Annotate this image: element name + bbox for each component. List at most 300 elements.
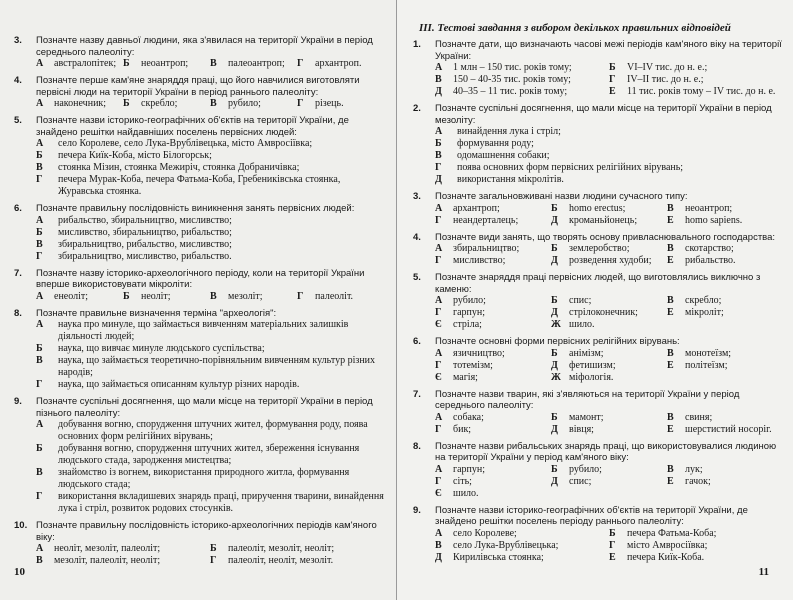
option-letter: А: [435, 202, 443, 214]
answer-option: [435, 243, 551, 255]
option-letter: В: [435, 74, 442, 85]
answer-options: [36, 319, 384, 391]
option-text: поява основних форм первісних релігійних вірувань;: [457, 162, 684, 173]
answer-option: [435, 86, 609, 98]
answer-option: [667, 348, 783, 360]
answer-option: [667, 464, 783, 476]
option-text: збиральництво;: [453, 243, 520, 254]
answer-option: [36, 555, 210, 567]
option-letter: В: [667, 243, 674, 254]
option-text: архантроп;: [453, 202, 500, 214]
option-letter: В: [36, 162, 43, 173]
question-text: Позначте назви історико-географічних об'єктів на території України, де знайдено решітки найдавніших поселень первісних людей:: [36, 115, 349, 138]
answer-option: [609, 62, 783, 74]
option-text: палеоліт, мезоліт, неоліт;: [228, 543, 335, 554]
answer-option: [36, 215, 384, 227]
option-letter: А: [36, 290, 44, 302]
option-text: добування вогню, спорудження штучних жител, збереження існування людського стада, зародження мистецтва;: [58, 443, 360, 466]
answer-row: [36, 58, 384, 70]
option-text: палеоліт.: [315, 290, 354, 302]
option-text: винайдення лука і стріл;: [457, 126, 561, 137]
option-text: анімізм;: [569, 347, 604, 359]
option-letter: В: [435, 539, 442, 551]
option-letter: Є: [435, 371, 442, 383]
question-number: 5.: [14, 115, 22, 126]
question-text: Позначте суспільні досягнення, що мали місце на території України в період пізнього палеоліту:: [36, 396, 373, 419]
question-number: 9.: [413, 504, 421, 516]
option-letter: В: [36, 555, 43, 566]
answer-option: [36, 543, 210, 555]
option-text: політеїзм;: [685, 359, 728, 371]
answer-options: [435, 348, 783, 384]
question-text: Позначте знаряддя праці первісних людей, що виготовлялись виключно з каменю:: [435, 272, 761, 295]
option-text: гарпун;: [453, 307, 486, 318]
option-text: собака;: [453, 411, 484, 423]
answer-option: [667, 372, 783, 384]
option-text: різець.: [315, 98, 344, 109]
answer-option: [297, 291, 384, 303]
answer-row: [435, 540, 783, 552]
option-letter: Е: [609, 86, 616, 97]
option-text: кроманьйонець;: [569, 214, 638, 226]
option-text: збиральництво, рибальство, мисливство;: [58, 238, 232, 250]
question-number: 8.: [413, 440, 421, 452]
answer-option: [36, 251, 384, 263]
option-letter: Е: [609, 551, 616, 563]
answer-option: [435, 476, 551, 488]
answer-options: [435, 62, 783, 98]
answer-option: [210, 291, 297, 303]
answer-options: [435, 412, 783, 436]
option-text: 150 – 40-35 тис. років тому;: [453, 74, 571, 85]
option-letter: Г: [435, 359, 442, 371]
option-letter: А: [435, 527, 443, 539]
question: [14, 35, 384, 58]
option-text: печера Фатьма-Коба;: [627, 527, 717, 539]
option-letter: Г: [36, 174, 43, 185]
option-letter: Д: [551, 423, 558, 435]
option-letter: Г: [435, 423, 442, 435]
question-number: 1.: [413, 39, 421, 50]
option-text: печера Киїк-Коба, місто Білогорськ;: [58, 150, 212, 161]
answer-option: [551, 319, 667, 331]
question: [14, 308, 384, 320]
option-letter: Г: [297, 98, 304, 109]
option-letter: Б: [551, 411, 558, 423]
option-text: шило.: [569, 319, 595, 330]
answer-option: [435, 552, 609, 564]
option-letter: Б: [551, 295, 558, 306]
answer-row: [435, 360, 783, 372]
option-text: мамонт;: [569, 411, 604, 423]
answer-option: [667, 243, 783, 255]
option-letter: Ж: [551, 319, 561, 330]
question: [413, 505, 783, 528]
answer-row: [435, 464, 783, 476]
question-number: 6.: [413, 336, 421, 347]
question-text: Позначте назви історико-географічних об'єктів на території України, де знайдено решітки поселень періоду раннього палеоліту:: [435, 504, 748, 527]
answer-option: [435, 295, 551, 307]
option-letter: А: [435, 62, 443, 73]
answer-option: [435, 126, 783, 138]
option-letter: Д: [551, 475, 558, 487]
answer-row: [435, 476, 783, 488]
question: [413, 232, 783, 244]
option-text: неоантроп;: [685, 202, 733, 214]
option-text: гарпун;: [453, 463, 486, 475]
answer-options: [435, 295, 783, 331]
answer-option: [435, 424, 551, 436]
answer-option: [551, 348, 667, 360]
option-text: бик;: [453, 423, 472, 435]
answer-option: [36, 491, 384, 515]
option-text: стріла;: [453, 319, 482, 330]
option-text: мисливство, збиральництво, рибальство;: [58, 226, 232, 238]
answer-option: [36, 319, 384, 343]
answer-option: [36, 98, 123, 110]
answer-option: [667, 307, 783, 319]
answer-option: [435, 62, 609, 74]
option-letter: Г: [297, 290, 304, 302]
option-letter: Е: [667, 307, 674, 318]
option-letter: Г: [435, 475, 442, 487]
option-letter: А: [36, 138, 44, 149]
answer-option: [667, 476, 783, 488]
answer-option: [667, 319, 783, 331]
question-number: 9.: [14, 396, 22, 407]
question-text: Позначте основні форми первісних релігійних вірувань:: [435, 336, 680, 347]
answer-option: [551, 255, 667, 267]
option-text: homo erectus;: [569, 202, 626, 214]
left-page: [0, 0, 396, 600]
answer-option: [123, 291, 210, 303]
right-questions: [413, 39, 783, 564]
option-text: формування роду;: [457, 138, 534, 149]
answer-option: [551, 295, 667, 307]
answer-option: [551, 203, 667, 215]
question: [14, 115, 384, 138]
option-letter: Г: [609, 539, 616, 551]
answer-options: [36, 58, 384, 70]
option-letter: В: [667, 411, 674, 423]
question: [14, 203, 384, 215]
option-text: 11 тис. років тому – IV тис. до н. е.: [627, 86, 776, 97]
answer-option: [210, 543, 384, 555]
answer-option: [551, 307, 667, 319]
answer-option: [210, 555, 384, 567]
answer-option: [210, 58, 297, 70]
answer-options: [36, 543, 384, 567]
question-number: 8.: [14, 307, 22, 319]
answer-row: [435, 255, 783, 267]
section-title: III. Тестові завдання з вибором декількох правильних відповідей: [419, 22, 731, 34]
option-text: печера Киїк-Коба.: [627, 551, 705, 563]
answer-row: [435, 552, 783, 564]
answer-option: [551, 372, 667, 384]
option-letter: А: [36, 58, 44, 69]
option-text: скотарство;: [685, 243, 734, 254]
answer-option: [551, 424, 667, 436]
answer-option: [435, 360, 551, 372]
answer-option: [667, 295, 783, 307]
option-letter: Д: [551, 255, 558, 266]
option-letter: Б: [123, 58, 130, 69]
option-text: рубило;: [453, 295, 486, 306]
answer-option: [667, 360, 783, 372]
answer-options: [435, 243, 783, 267]
question: [14, 268, 384, 291]
option-text: VI–IV тис. до н. е.;: [627, 62, 708, 73]
answer-option: [435, 74, 609, 86]
option-text: наконечник;: [54, 98, 107, 109]
option-letter: В: [210, 98, 217, 109]
answer-options: [36, 98, 384, 110]
answer-option: [667, 203, 783, 215]
answer-option: [36, 162, 384, 174]
option-letter: Г: [36, 379, 43, 390]
answer-option: [551, 464, 667, 476]
option-text: село Королеве;: [453, 527, 517, 539]
page-number-right: 11: [758, 566, 769, 578]
question-text: Позначте назви тварин, які з'являються на території України у період середнього палеоліту:: [435, 388, 740, 411]
option-letter: А: [36, 214, 44, 226]
option-text: знайомство із вогнем, використання природного житла, формування людського стада;: [58, 467, 350, 490]
option-text: свиня;: [685, 411, 713, 423]
option-text: тотемізм;: [453, 359, 493, 371]
answer-option: [435, 162, 783, 174]
option-text: архантроп.: [315, 58, 362, 69]
answer-option: [435, 138, 783, 150]
answer-row: [435, 372, 783, 384]
option-letter: Е: [667, 255, 674, 266]
question-number: 2.: [413, 103, 421, 114]
option-text: вівця;: [569, 423, 594, 435]
option-letter: А: [36, 419, 44, 430]
question-number: 4.: [413, 231, 421, 243]
answer-option: [36, 443, 384, 467]
question: [413, 191, 783, 203]
option-letter: А: [435, 463, 443, 475]
question-number: 3.: [413, 191, 421, 202]
question-number: 10.: [14, 520, 28, 531]
answer-options: [36, 419, 384, 515]
option-letter: Г: [36, 250, 43, 262]
option-text: одомашнення собаки;: [457, 150, 550, 161]
option-letter: В: [667, 347, 674, 359]
option-text: мікроліт;: [685, 307, 724, 318]
answer-options: [435, 464, 783, 500]
option-letter: Б: [551, 202, 558, 214]
option-letter: В: [210, 58, 217, 69]
option-text: мисливство;: [453, 255, 506, 266]
option-letter: А: [435, 243, 443, 254]
option-letter: Б: [36, 343, 43, 354]
option-text: спис;: [569, 475, 592, 487]
option-text: homo sapiens.: [685, 214, 743, 226]
answer-option: [435, 540, 609, 552]
answer-row: [435, 215, 783, 227]
option-text: мезоліт;: [228, 290, 263, 302]
option-text: енеоліт;: [54, 290, 89, 302]
answer-option: [435, 203, 551, 215]
answer-row: [435, 412, 783, 424]
answer-option: [36, 58, 123, 70]
option-letter: Г: [435, 162, 442, 173]
option-letter: Д: [551, 359, 558, 371]
answer-option: [551, 488, 667, 500]
answer-option: [551, 412, 667, 424]
option-text: гачок;: [685, 475, 711, 487]
answer-row: [435, 295, 783, 307]
option-letter: Б: [551, 463, 558, 475]
left-questions: [14, 35, 384, 567]
page-number-left: 10: [14, 566, 25, 578]
option-text: використання мікролітів.: [457, 174, 564, 185]
question-text: Позначте правильне визначення терміна "археологія":: [36, 307, 277, 319]
answer-options: [36, 215, 384, 263]
question-text: Позначте загальновживані назви людини сучасного типу:: [435, 191, 688, 202]
question: [14, 75, 384, 98]
option-text: скребло;: [685, 295, 722, 306]
question: [413, 336, 783, 348]
answer-option: [36, 174, 384, 198]
option-letter: Д: [435, 174, 442, 185]
option-letter: Б: [36, 226, 43, 238]
option-text: добування вогню, спорудження штучних жител, формування роду, поява основних форм релігійних вірувань;: [58, 419, 368, 442]
option-text: неоліт, мезоліт, палеоліт;: [54, 543, 161, 554]
option-letter: А: [435, 295, 443, 306]
answer-options: [36, 291, 384, 303]
option-letter: В: [435, 150, 442, 161]
answer-option: [297, 58, 384, 70]
option-text: монотеїзм;: [685, 347, 732, 359]
option-letter: А: [435, 411, 443, 423]
option-text: Кирилівська стоянка;: [453, 551, 544, 563]
answer-option: [435, 255, 551, 267]
option-letter: Г: [210, 555, 217, 566]
answer-row: [435, 528, 783, 540]
question-number: 4.: [14, 75, 22, 86]
question: [413, 103, 783, 126]
option-text: неандерталець;: [453, 214, 519, 226]
option-text: рибальство.: [685, 255, 736, 266]
question-number: 7.: [413, 388, 421, 400]
option-letter: Г: [609, 74, 616, 85]
question-text: Позначте види занять, що творять основу привласнювального господарства:: [435, 231, 776, 243]
answer-option: [36, 355, 384, 379]
answer-option: [435, 372, 551, 384]
question-text: Позначте назви рибальських знарядь праці, що використовувалися людиною на території України у період кам'яного віку:: [435, 440, 777, 463]
option-letter: Д: [435, 551, 442, 563]
option-letter: В: [36, 238, 43, 250]
option-letter: Е: [667, 359, 674, 371]
answer-row: [36, 98, 384, 110]
answer-option: [435, 150, 783, 162]
answer-option: [667, 412, 783, 424]
option-letter: Д: [551, 307, 558, 318]
answer-row: [36, 555, 384, 567]
option-text: землеробство;: [569, 243, 630, 254]
answer-row: [435, 488, 783, 500]
answer-option: [667, 215, 783, 227]
answer-option: [667, 488, 783, 500]
option-letter: Б: [123, 98, 130, 109]
option-text: спис;: [569, 295, 592, 306]
answer-option: [36, 467, 384, 491]
answer-option: [435, 464, 551, 476]
option-letter: Г: [435, 214, 442, 226]
answer-option: [551, 476, 667, 488]
answer-option: [36, 150, 384, 162]
option-letter: А: [435, 347, 443, 359]
option-letter: В: [210, 290, 217, 302]
answer-option: [435, 412, 551, 424]
option-text: використання вкладишевих знарядь праці, приручення тварини, винайдення лука і стріл, розвиток родових стосунків.: [58, 491, 384, 514]
answer-option: [36, 419, 384, 443]
answer-options: [435, 126, 783, 186]
question-number: 6.: [14, 203, 22, 214]
option-letter: Г: [36, 491, 43, 502]
answer-option: [609, 540, 783, 552]
answer-row: [435, 74, 783, 86]
option-letter: А: [435, 126, 443, 137]
question-text: Позначте суспільні досягнення, що мали місце на території України в період мезоліту:: [435, 103, 772, 126]
answer-option: [551, 243, 667, 255]
option-text: магія;: [453, 371, 478, 383]
answer-option: [609, 74, 783, 86]
answer-option: [435, 174, 783, 186]
option-text: наука про минуле, що займається вивченням матеріальних залишків діяльності людей;: [58, 319, 349, 342]
option-text: 1 млн – 150 тис. років тому;: [453, 62, 572, 73]
question-text: Позначте назву давньої людини, яка з'явилася на території України в період середнього палеоліту:: [36, 35, 373, 58]
question: [14, 520, 384, 543]
answer-option: [36, 239, 384, 251]
question-text: Позначте правильну послідовність виникнення занять первісних людей:: [36, 203, 355, 214]
option-letter: Б: [36, 150, 43, 161]
question-text: Позначте перше кам'яне знаряддя праці, що його навчилися виготовляти первісні люди на території України в період раннього палеоліту:: [36, 75, 360, 98]
question: [413, 272, 783, 295]
option-letter: Б: [210, 543, 217, 554]
option-text: збиральництво, мисливство, рибальство.: [58, 250, 232, 262]
option-text: село Лука-Врублівецька;: [453, 539, 559, 551]
answer-options: [36, 138, 384, 198]
option-letter: Е: [667, 214, 674, 226]
question: [413, 441, 783, 464]
answer-option: [609, 528, 783, 540]
option-letter: Д: [435, 86, 442, 97]
answer-options: [435, 203, 783, 227]
question-text: Позначте дати, що визначають часові межі періодів кам'яного віку на території України:: [435, 39, 782, 62]
answer-row: [435, 424, 783, 436]
option-letter: Ж: [551, 371, 561, 383]
option-letter: Б: [551, 243, 558, 254]
option-letter: Б: [609, 527, 616, 539]
answer-option: [551, 215, 667, 227]
option-letter: Д: [551, 214, 558, 226]
option-text: австралопітек;: [54, 58, 117, 69]
option-text: розведення худоби;: [569, 255, 652, 266]
answer-option: [435, 307, 551, 319]
option-letter: Є: [435, 487, 442, 499]
option-text: печера Мурак-Коба, печера Фатьма-Коба, Гребениківська стоянка, Журавська стоянка.: [58, 174, 341, 197]
option-letter: В: [667, 202, 674, 214]
answer-option: [435, 348, 551, 360]
option-letter: Б: [435, 138, 442, 149]
option-text: село Королеве, село Лука-Врублівецька, місто Амвросіївка;: [58, 138, 313, 149]
answer-option: [667, 255, 783, 267]
right-page: [397, 0, 793, 600]
answer-row: [36, 543, 384, 555]
